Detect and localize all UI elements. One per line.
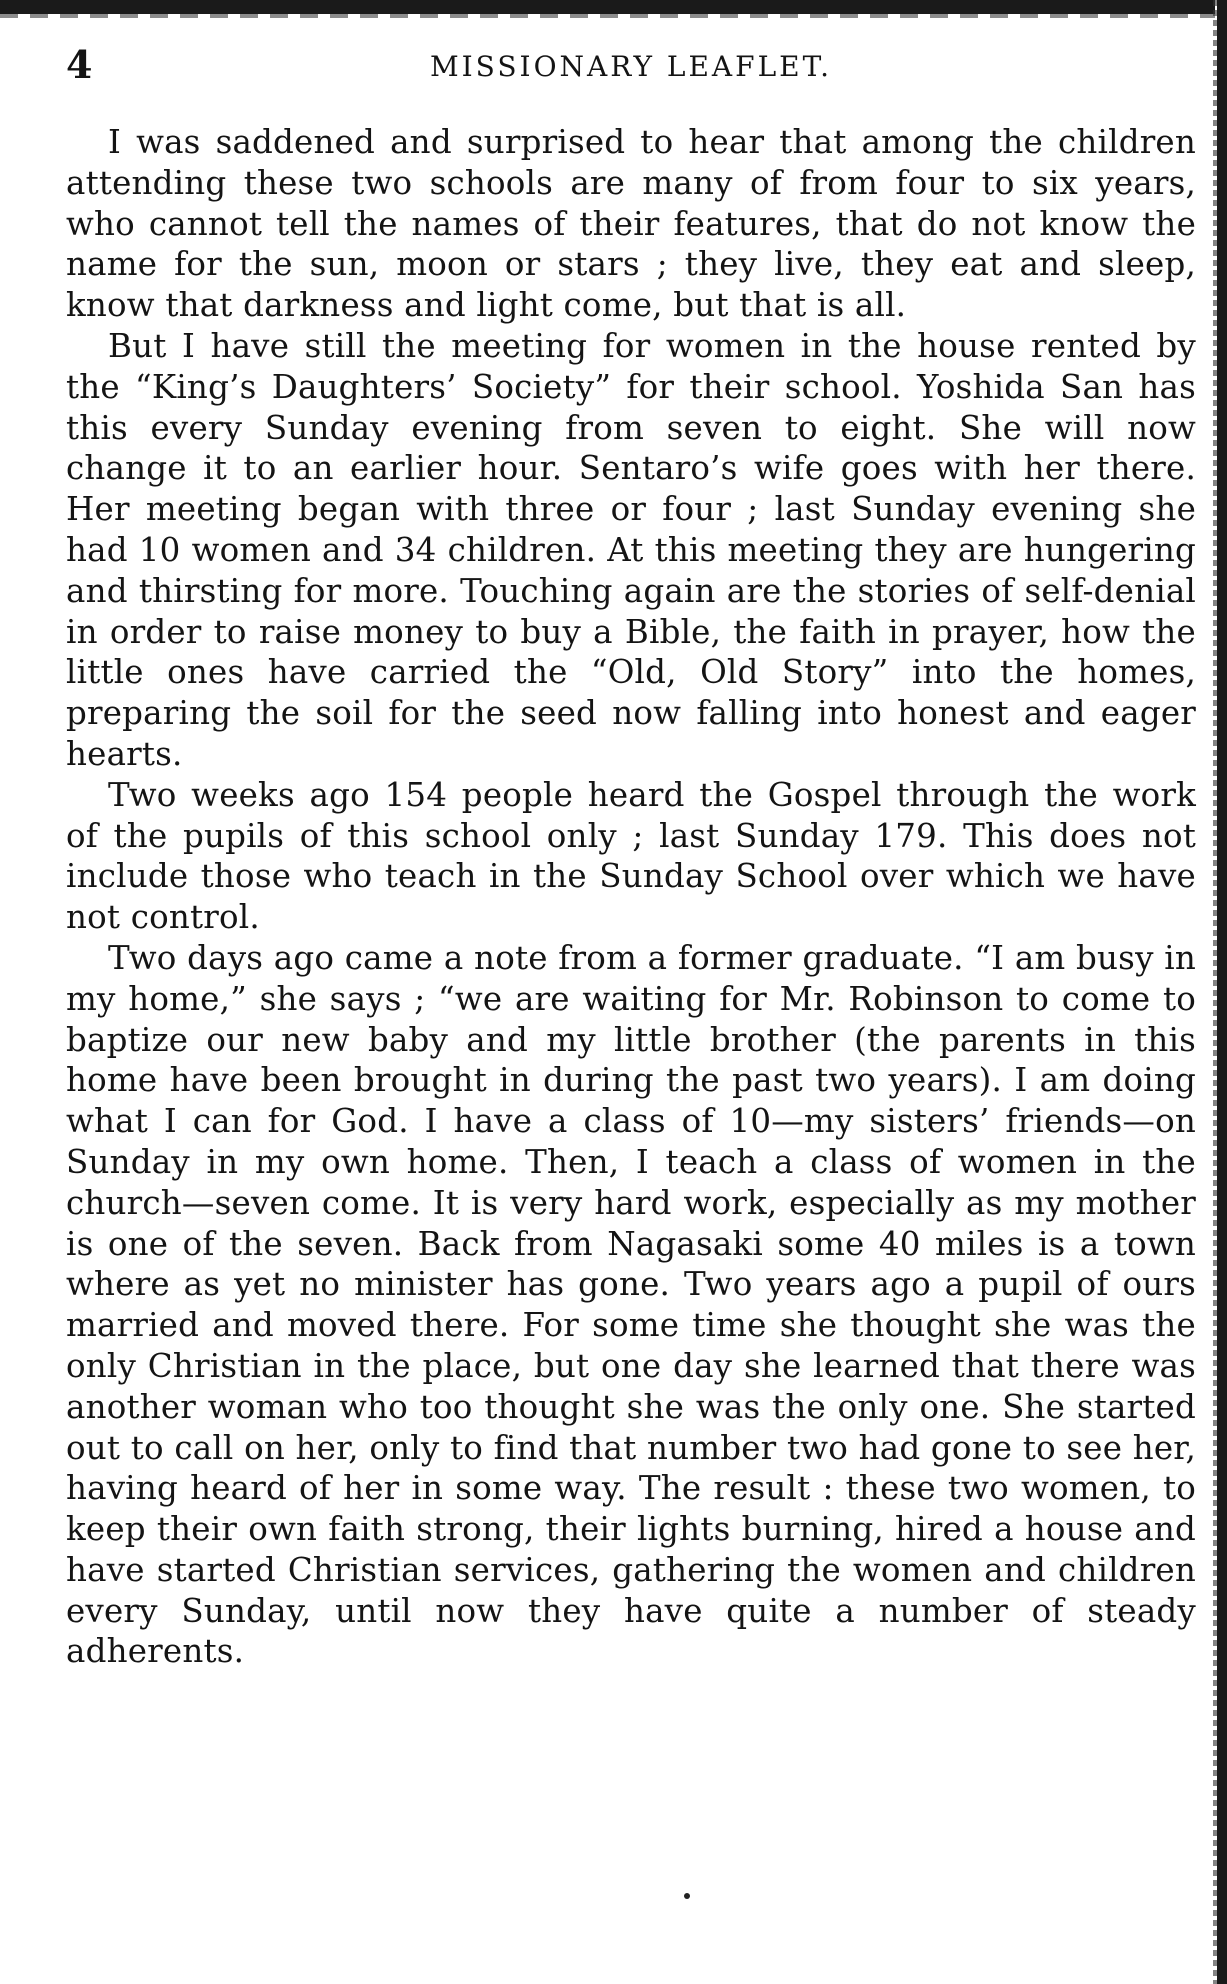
- article-body: [66, 122, 1196, 1672]
- paragraph-4: Two days ago came a note from a former graduate. “I am busy in my home,” she says ; “we are waiting for Mr. Robinson to come to baptize our new baby and my little brother (the parents in this home have been brought in during the past two years). I am doing what I can for God. I have a class of 10—my sisters’ friends—on Sunday in my own home. Then, I teach a class of women in the church—seven come. It is very hard work, especially as my mother is one of the seven. Back from Nagasaki some 40 miles is a town where as yet no minister has gone. Two years ago a pupil of ours married and moved there. For some time she thought she was the only Christian in the place, but one day she learned that there was another woman who too thought she was the only one. She started out to call on her, only to find that number two had gone to see her, having heard of her in some way. The result : these two women, to keep their own faith strong, their lights burning, hired a house and have started Christian services, gathering the women and children every Sunday, until now they have quite a number of steady adherents.: [66, 938, 1196, 1671]
- running-title: MISSIONARY LEAFLET.: [429, 50, 833, 83]
- top-border-texture: [0, 14, 1215, 18]
- end-mark: [684, 1893, 690, 1899]
- paragraph-3: Two weeks ago 154 people heard the Gospel through the work of the pupils of this school only ; last Sunday 179. This does not include those who teach in the Sunday School over which we have not control.: [66, 775, 1196, 937]
- paragraph-1: I was saddened and surprised to hear that among the children attending these two schools are many of from four to six years, who cannot tell the names of their features, that do not know the name for the sun, moon or stars ; they live, they eat and sleep, know that darkness and light come, but that is all.: [66, 123, 1196, 325]
- right-border-rule: [1217, 0, 1227, 1984]
- top-border-rule: [0, 0, 1215, 14]
- page-number: 4: [66, 42, 93, 87]
- right-border-texture: [1213, 0, 1217, 1984]
- page-header: [66, 40, 1196, 90]
- paragraph-2: But I have still the meeting for women in the house rented by the “King’s Daughters’ Society” for their school. Yoshida San has this every Sunday evening from seven to eight. She will now change it to an earlier hour. Sentaro’s wife goes with her there. Her meeting began with three or four ; last Sunday evening she had 10 women and 34 children. At this meeting they are hungering and thirsting for more. Touching again are the stories of self-denial in order to raise money to buy a Bible, the faith in prayer, how the little ones have carried the “Old, Old Story” into the homes, preparing the soil for the seed now falling into honest and eager hearts.: [66, 326, 1196, 773]
